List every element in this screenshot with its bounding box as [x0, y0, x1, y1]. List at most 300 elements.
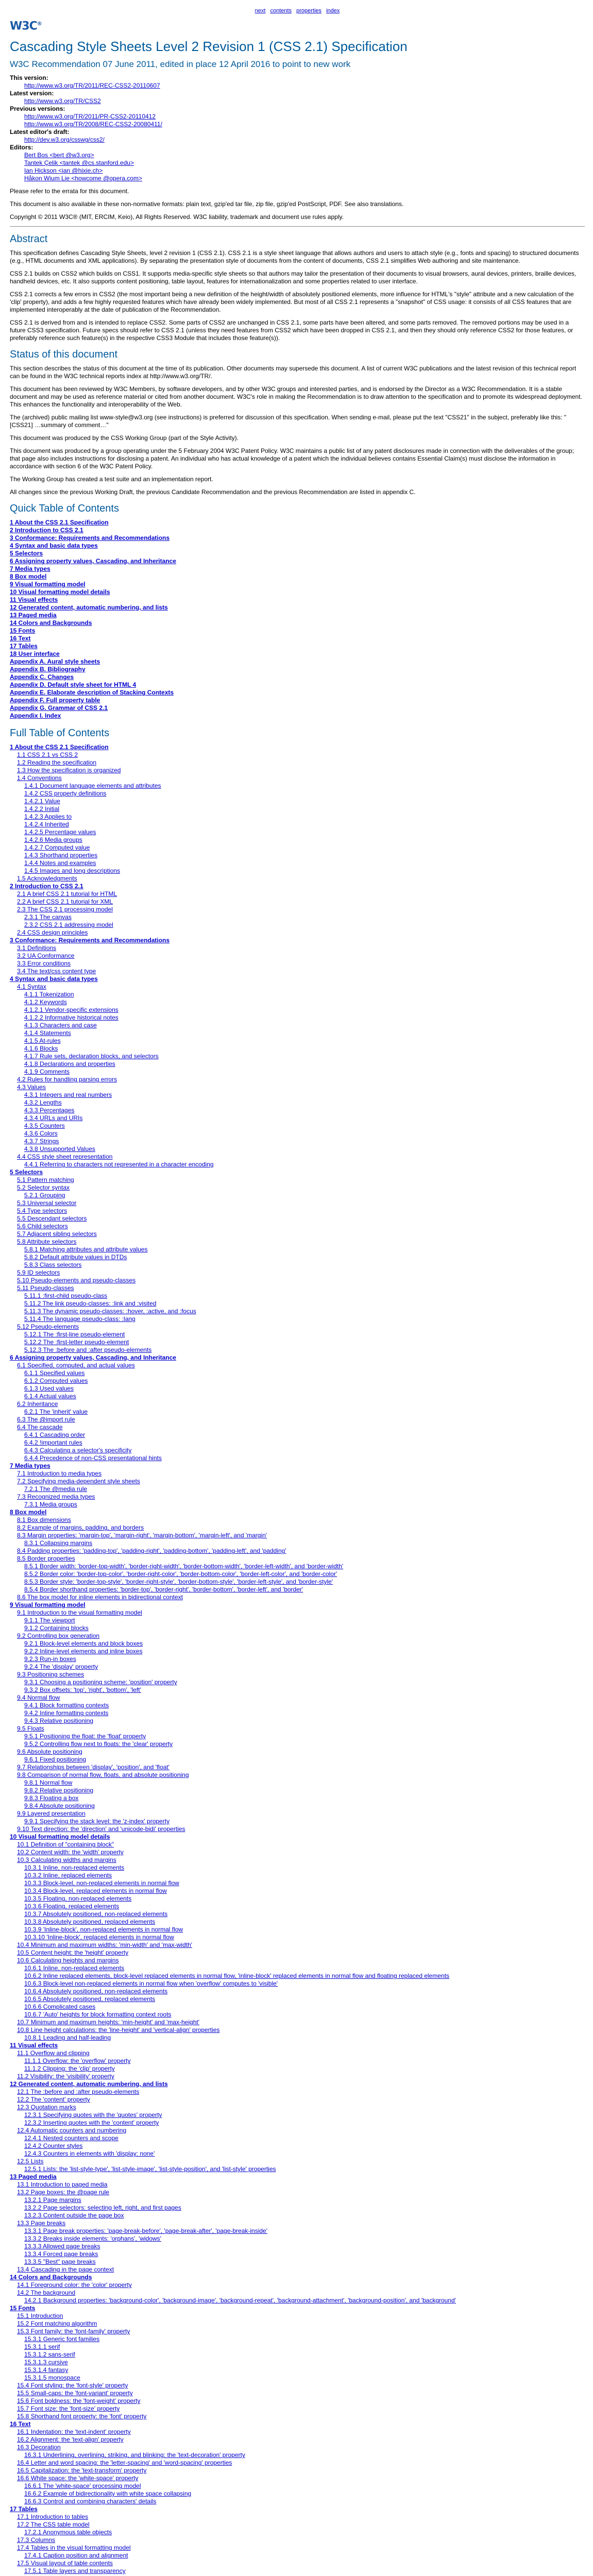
toc-link[interactable]: 11.1.2 Clipping: the 'clip' property	[24, 2065, 115, 2073]
toc-link[interactable]: 2.4 CSS design principles	[17, 929, 88, 937]
toc-link[interactable]: 10.3.6 Floating, replaced elements	[24, 1903, 120, 1910]
quick-toc-link[interactable]: Appendix C. Changes	[10, 673, 74, 681]
quick-toc-link[interactable]: 11 Visual effects	[10, 596, 58, 604]
toc-link[interactable]: 8.3.1 Collapsing margins	[24, 1539, 93, 1547]
toc-link[interactable]: 9.8 Comparison of normal flow, floats, and absolute positioning	[17, 1771, 189, 1779]
toc-link[interactable]: 10.2 Content width: the 'width' property	[17, 1849, 124, 1856]
toc-link[interactable]: 8.5 Border properties	[17, 1555, 75, 1563]
toc-link[interactable]: 6.1 Specified, computed, and actual values	[17, 1362, 135, 1369]
toc-link[interactable]: 2.1 A brief CSS 2.1 tutorial for HTML	[17, 890, 117, 898]
toc-link[interactable]: 16 Text	[10, 2420, 31, 2428]
toc-link[interactable]: 10.6 Calculating heights and margins	[17, 1957, 119, 1964]
toc-link[interactable]: 12.3 Quotation marks	[17, 2104, 76, 2111]
toc-link[interactable]: 15.3.1.3 cursive	[24, 2359, 68, 2366]
toc-link[interactable]: 10.6.3 Block-level non-replaced elements in normal flow when 'overflow' computes to 'visible'	[24, 1980, 278, 1988]
toc-link[interactable]: 15.7 Font size: the 'font-size' property	[17, 2405, 120, 2413]
toc-link[interactable]: 13.2.3 Content outside the page box	[24, 2212, 124, 2219]
toc-link[interactable]: 4.1.1 Tokenization	[24, 991, 74, 998]
toc-item	[10, 913, 585, 921]
toc-link[interactable]: 1.4.2.7 Computed value	[24, 844, 90, 852]
quick-toc-link[interactable]: 16 Text	[10, 635, 31, 642]
toc-item	[10, 2482, 585, 2490]
nav-contents-link[interactable]: contents	[270, 8, 292, 14]
quick-toc-link[interactable]: 7 Media types	[10, 565, 50, 573]
toc-link[interactable]: 6.1.2 Computed values	[24, 1377, 88, 1385]
toc-link[interactable]: 8.6 The box model for inline elements in bidirectional context	[17, 1594, 183, 1601]
toc-link[interactable]: 5.8.1 Matching attributes and attribute values	[24, 1246, 148, 1253]
toc-link[interactable]: 10.6.2 Inline replaced elements, block-level replaced elements in normal flow, 'inline-block' replaced elements in normal flow and floating replaced elements	[24, 1972, 450, 1980]
toc-link[interactable]: 9.2.3 Run-in boxes	[24, 1655, 76, 1663]
toc-link[interactable]: 5.11.3 The dynamic pseudo-classes: :hover, :active, and :focus	[24, 1308, 196, 1315]
quick-toc-item	[10, 635, 585, 642]
toc-link[interactable]: 10.3.2 Inline, replaced elements	[24, 1872, 112, 1879]
toc-link[interactable]: 9.5.2 Controlling flow next to floats: the 'clear' property	[24, 1740, 173, 1748]
toc-link[interactable]: 7.3 Recognized media types	[17, 1493, 95, 1501]
toc-link[interactable]: 9.8.3 Floating a box	[24, 1794, 79, 1802]
quick-toc-link[interactable]: Appendix D. Default style sheet for HTML 4	[10, 681, 137, 689]
toc-link[interactable]: 1.5 Acknowledgments	[17, 875, 77, 883]
toc-link[interactable]: 4.3 Values	[17, 1083, 46, 1091]
toc-link[interactable]: 4.3.1 Integers and real numbers	[24, 1091, 112, 1099]
toc-link[interactable]: 1.4.2.2 Initial	[24, 805, 60, 813]
toc-link[interactable]: 16.3.1 Underlining, overlining, striking, and blinking: the 'text-decoration' property	[24, 2451, 245, 2459]
toc-link[interactable]: 1.4.2 CSS property definitions	[24, 790, 107, 798]
toc-link[interactable]: 1.1 CSS 2.1 vs CSS 2	[17, 751, 78, 759]
toc-link[interactable]: 12.4.2 Counter styles	[24, 2142, 83, 2150]
quick-toc-link[interactable]: 9 Visual formatting model	[10, 581, 86, 588]
toc-item	[10, 1385, 585, 1393]
toc-link[interactable]: 6.4.3 Calculating a selector's specificity	[24, 1447, 132, 1454]
toc-link[interactable]: 6.4.1 Cascading order	[24, 1431, 86, 1439]
toc-link[interactable]: 9.2.1 Block-level elements and block boxes	[24, 1640, 143, 1648]
toc-link[interactable]: 12.2 The 'content' property	[17, 2096, 90, 2104]
toc-link[interactable]: 10.6.4 Absolutely positioned, non-replaced elements	[24, 1988, 168, 1995]
toc-link[interactable]: 10.5 Content height: the 'height' property	[17, 1949, 129, 1957]
toc-item	[10, 1261, 585, 1269]
toc-link[interactable]: 15.3.1.1 serif	[24, 2343, 60, 2351]
toc-link[interactable]: 4.1.9 Comments	[24, 1068, 70, 1076]
toc-link[interactable]: 9.1.2 Containing blocks	[24, 1624, 89, 1632]
toc-link[interactable]: 8.3 Margin properties: 'margin-top', 'margin-right', 'margin-bottom', 'margin-left', and 'margin'	[17, 1532, 267, 1539]
toc-link[interactable]: 5.11.4 The language pseudo-class: :lang	[24, 1315, 135, 1323]
toc-link[interactable]: 5.2 Selector syntax	[17, 1184, 70, 1192]
toc-item	[10, 1045, 585, 1053]
toc-link[interactable]: 6.4.4 Precedence of non-CSS presentational hints	[24, 1454, 162, 1462]
version-link[interactable]: Bert Bos <bert @w3.org>	[24, 151, 94, 159]
toc-link[interactable]: 4.3.5 Counters	[24, 1122, 65, 1130]
toc-link[interactable]: 10.6.5 Absolutely positioned, replaced elements	[24, 1995, 156, 2003]
toc-link[interactable]: 4.1 Syntax	[17, 983, 46, 991]
toc-link[interactable]: 10 Visual formatting model details	[10, 1833, 110, 1841]
version-link[interactable]: http://www.w3.org/TR/2008/REC-CSS2-20080411/	[24, 121, 162, 128]
toc-link[interactable]: 10.1 Definition of "containing block"	[17, 1841, 114, 1849]
toc-link[interactable]: 7.2 Specifying media-dependent style sheets	[17, 1478, 140, 1485]
toc-link[interactable]: 5.8.2 Default attribute values in DTDs	[24, 1253, 127, 1261]
toc-link[interactable]: 8.5.4 Border shorthand properties: 'border-top', 'border-right', 'border-bottom', 'border-left', and 'border'	[24, 1586, 303, 1594]
toc-link[interactable]: 14.2 The background	[17, 2289, 76, 2297]
toc-link[interactable]: 16.3 Decoration	[17, 2444, 61, 2451]
toc-link[interactable]: 15 Fonts	[10, 2304, 36, 2312]
toc-link[interactable]: 1.4.4 Notes and examples	[24, 859, 96, 867]
toc-link[interactable]: 12.5 Lists	[17, 2158, 44, 2165]
toc-link[interactable]: 9.2 Controlling box generation	[17, 1632, 100, 1640]
toc-link[interactable]: 5.11 Pseudo-classes	[17, 1284, 74, 1292]
toc-link[interactable]: 4.1.8 Declarations and properties	[24, 1060, 115, 1068]
toc-link[interactable]: 4.4 CSS style sheet representation	[17, 1153, 113, 1161]
quick-toc-link[interactable]: Appendix E. Elaborate description of Stacking Contexts	[10, 689, 174, 697]
toc-link[interactable]: 13.2.2 Page selectors: selecting left, right, and first pages	[24, 2204, 181, 2212]
quick-toc-link[interactable]: Appendix B. Bibliography	[10, 666, 86, 673]
toc-link[interactable]: 17 Tables	[10, 2505, 38, 2513]
toc-item	[10, 1114, 585, 1122]
toc-link[interactable]: 8.5.1 Border width: 'border-top-width', 'border-right-width', 'border-bottom-width', 'border-left-width', and 'border-width'	[24, 1563, 344, 1570]
toc-link[interactable]: 17.4 Tables in the visual formatting model	[17, 2544, 131, 2552]
toc-item	[10, 2513, 585, 2521]
toc-link[interactable]: 1.4.2.4 Inherited	[24, 821, 69, 828]
toc-link[interactable]: 9 Visual formatting model	[10, 1601, 86, 1609]
abstract-paragraph: CSS 2.1 corrects a few errors in CSS2 (the most important being a new definition of the height/width of absolutely positioned elements, more influence for HTML's "style" attribute and a new calculation of the 'clip' property), and adds a few highly requested features which have already been widely implemented. But most of all CSS 2.1 represents a "snapshot" of CSS usage: it consists of all CSS features that are implemented interoperably at the date of publication of the Recommendation.	[10, 291, 574, 314]
toc-link[interactable]: 4.3.7 Strings	[24, 1138, 59, 1145]
toc-link[interactable]: 9.5 Floats	[17, 1725, 44, 1733]
toc-link[interactable]: 16.6.2 Example of bidirectionality with white space collapsing	[24, 2490, 192, 2498]
toc-link[interactable]: 4 Syntax and basic data types	[10, 975, 98, 983]
toc-link[interactable]: 1.4 Conventions	[17, 774, 62, 782]
toc-link[interactable]: 9.4 Normal flow	[17, 1694, 60, 1702]
toc-link[interactable]: 8.5.3 Border style: 'border-top-style', 'border-right-style', 'border-bottom-style', 'border-left-style', and 'border-style'	[24, 1578, 333, 1586]
toc-link[interactable]: 3.4 The text/css content type	[17, 968, 96, 975]
toc-item	[10, 2243, 585, 2250]
toc-link[interactable]: 12.5.1 Lists: the 'list-style-type', 'list-style-image', 'list-style-position', and 'list-style' properties	[24, 2165, 276, 2173]
toc-link[interactable]: 13.3.4 Forced page breaks	[24, 2250, 98, 2258]
toc-link[interactable]: 10.3 Calculating widths and margins	[17, 1856, 116, 1864]
toc-link[interactable]: 4.1.3 Characters and case	[24, 1022, 97, 1029]
toc-link[interactable]: 6.4 The cascade	[17, 1423, 63, 1431]
toc-link[interactable]: 14 Colors and Backgrounds	[10, 2274, 92, 2281]
version-link[interactable]: Ian Hickson <ian @hixie.ch>	[24, 167, 103, 175]
toc-link[interactable]: 3.1 Definitions	[17, 944, 57, 952]
quick-toc-link[interactable]: Appendix F. Full property table	[10, 697, 100, 704]
nav-properties-link[interactable]: properties	[296, 8, 322, 14]
toc-link[interactable]: 5.12.1 The :first-line pseudo-element	[24, 1331, 125, 1338]
quick-toc-link[interactable]: 17 Tables	[10, 642, 38, 650]
quick-toc-link[interactable]: 14 Colors and Backgrounds	[10, 619, 92, 627]
toc-link[interactable]: 14.2.1 Background properties: 'background-color', 'background-image', 'background-repeat', 'background-attachment', 'background-position', and 'background'	[24, 2297, 456, 2304]
toc-link[interactable]: 4.1.5 At-rules	[24, 1037, 61, 1045]
toc-link[interactable]: 5.5 Descendant selectors	[17, 1215, 87, 1223]
toc-link[interactable]: 9.3 Positioning schemes	[17, 1671, 84, 1679]
toc-link[interactable]: 16.5 Capitalization: the 'text-transform' property	[17, 2467, 147, 2475]
quick-toc-link[interactable]: Appendix G. Grammar of CSS 2.1	[10, 704, 108, 712]
toc-link[interactable]: 9.5.1 Positioning the float: the 'float' property	[24, 1733, 146, 1740]
toc-link[interactable]: 5.8.3 Class selectors	[24, 1261, 82, 1269]
toc-link[interactable]: 9.8.4 Absolute positioning	[24, 1802, 95, 1810]
toc-link[interactable]: 10.3.1 Inline, non-replaced elements	[24, 1864, 125, 1872]
quick-toc-link[interactable]: 18 User interface	[10, 650, 60, 658]
toc-link[interactable]: 15.1 Introduction	[17, 2312, 63, 2320]
toc-link[interactable]: 13.2.1 Page margins	[24, 2196, 81, 2204]
toc-link[interactable]: 9.4.3 Relative positioning	[24, 1717, 94, 1725]
toc-link[interactable]: 10.6.1 Inline, non-replaced elements	[24, 1964, 125, 1972]
toc-link[interactable]: 9.9 Layered presentation	[17, 1810, 86, 1818]
toc-link[interactable]: 13.4 Cascading in the page context	[17, 2266, 114, 2274]
toc-link[interactable]: 5.11.2 The link pseudo-classes: :link and :visited	[24, 1300, 157, 1308]
nav-next-link[interactable]: next	[255, 8, 266, 14]
toc-link[interactable]: 8.2 Example of margins, padding, and borders	[17, 1524, 144, 1532]
quick-toc-link[interactable]: 5 Selectors	[10, 550, 43, 557]
toc-link[interactable]: 17.3 Columns	[17, 2536, 56, 2544]
toc-link[interactable]: 9.2.4 The 'display' property	[24, 1663, 98, 1671]
toc-link[interactable]: 4.3.3 Percentages	[24, 1107, 75, 1114]
toc-link[interactable]: 5.2.1 Grouping	[24, 1192, 65, 1199]
toc-link[interactable]: 1 About the CSS 2.1 Specification	[10, 743, 109, 751]
toc-link[interactable]: 4.1.2 Keywords	[24, 998, 67, 1006]
toc-link[interactable]: 9.1.1 The viewport	[24, 1617, 75, 1624]
toc-link[interactable]: 7.2.1 The @media rule	[24, 1485, 88, 1493]
toc-link[interactable]: 10.6.7 'Auto' heights for block formatting context roots	[24, 2011, 172, 2019]
toc-link[interactable]: 5.10 Pseudo-elements and pseudo-classes	[17, 1277, 136, 1284]
toc-item	[10, 2490, 585, 2498]
toc-link[interactable]: 11.2 Visibility: the 'visibility' property	[17, 2073, 114, 2080]
toc-link[interactable]: 1.4.2.3 Applies to	[24, 813, 72, 821]
toc-link[interactable]: 10.3.9 'Inline-block', non-replaced elements in normal flow	[24, 1926, 183, 1934]
toc-link[interactable]: 17.5.1 Table layers and transparency	[24, 2567, 126, 2575]
toc-link[interactable]: 13.3.2 Breaks inside elements: 'orphans', 'widows'	[24, 2235, 161, 2243]
quick-toc-item	[10, 704, 585, 712]
toc-link[interactable]: 13.3.1 Page break properties: 'page-break-before', 'page-break-after', 'page-break-inside'	[24, 2227, 268, 2235]
nav-index-link[interactable]: index	[326, 8, 340, 14]
toc-item	[10, 2196, 585, 2204]
toc-link[interactable]: 6.1.4 Actual values	[24, 1393, 76, 1400]
toc-link[interactable]: 6 Assigning property values, Cascading, and Inheritance	[10, 1354, 176, 1362]
toc-link[interactable]: 5 Selectors	[10, 1168, 43, 1176]
toc-link[interactable]: 5.12 Pseudo-elements	[17, 1323, 79, 1331]
toc-link[interactable]: 15.4 Font styling: the 'font-style' property	[17, 2382, 128, 2389]
toc-link[interactable]: 9.1 Introduction to the visual formatting model	[17, 1609, 142, 1617]
toc-link[interactable]: 5.12.2 The :first-letter pseudo-element	[24, 1338, 129, 1346]
version-link[interactable]: Håkon Wium Lie <howcome @opera.com>	[24, 175, 142, 182]
toc-link[interactable]: 4.1.4 Statements	[24, 1029, 71, 1037]
toc-link[interactable]: 2 Introduction to CSS 2.1	[10, 883, 83, 890]
toc-link[interactable]: 15.3.1.2 sans-serif	[24, 2351, 75, 2359]
toc-link[interactable]: 5.12.3 The :before and :after pseudo-elements	[24, 1346, 152, 1354]
toc-link[interactable]: 15.5 Small-caps: the 'font-variant' property	[17, 2389, 133, 2397]
toc-link[interactable]: 5.7 Adjacent sibling selectors	[17, 1230, 97, 1238]
toc-link[interactable]: 9.3.1 Choosing a positioning scheme: 'position' property	[24, 1679, 177, 1686]
toc-link[interactable]: 13.3.5 "Best" page breaks	[24, 2258, 96, 2266]
toc-link[interactable]: 16.6.1 The 'white-space' processing model	[24, 2482, 141, 2490]
toc-link[interactable]: 8.5.2 Border color: 'border-top-color', 'border-right-color', 'border-bottom-color', 'border-left-color', and 'border-color'	[24, 1570, 337, 1578]
toc-link[interactable]: 9.6 Absolute positioning	[17, 1748, 82, 1756]
toc-link[interactable]: 5.11.1 :first-child pseudo-class	[24, 1292, 108, 1300]
quick-toc-link[interactable]: Appendix I. Index	[10, 712, 61, 720]
toc-link[interactable]: 8.4 Padding properties: 'padding-top', 'padding-right', 'padding-bottom', 'padding-left', and 'padding'	[17, 1547, 286, 1555]
toc-link[interactable]: 8.1 Box dimensions	[17, 1516, 71, 1524]
version-link[interactable]: http://www.w3.org/TR/CSS2	[24, 97, 101, 105]
toc-link[interactable]: 13.1 Introduction to paged media	[17, 2181, 108, 2189]
toc-link[interactable]: 15.2 Font matching algorithm	[17, 2320, 97, 2328]
quick-toc-link[interactable]: 13 Paged media	[10, 612, 57, 619]
toc-link[interactable]: 3.2 UA Conformance	[17, 952, 75, 960]
toc-item	[10, 1648, 585, 1655]
version-entry	[24, 136, 585, 144]
quick-toc-link[interactable]: 3 Conformance: Requirements and Recommendations	[10, 534, 170, 542]
toc-link[interactable]: 1.4.2.1 Value	[24, 798, 60, 805]
toc-link[interactable]: 4.2 Rules for handling parsing errors	[17, 1076, 117, 1083]
quick-toc-link[interactable]: 1 About the CSS 2.1 Specification	[10, 519, 109, 527]
toc-link[interactable]: 4.1.6 Blocks	[24, 1045, 58, 1053]
toc-link[interactable]: 2.3.2 CSS 2.1 addressing model	[24, 921, 113, 929]
toc-link[interactable]: 9.3.2 Box offsets: 'top', 'right', 'bottom', 'left'	[24, 1686, 141, 1694]
toc-item	[10, 2088, 585, 2096]
toc-link[interactable]: 6.1.3 Used values	[24, 1385, 74, 1393]
toc-link[interactable]: 9.8.1 Normal flow	[24, 1779, 73, 1787]
toc-link[interactable]: 17.4.1 Caption position and alignment	[24, 2552, 128, 2560]
toc-link[interactable]: 5.3 Universal selector	[17, 1199, 77, 1207]
quick-toc-link[interactable]: 15 Fonts	[10, 627, 36, 635]
toc-link[interactable]: 4.4.1 Referring to characters not represented in a character encoding	[24, 1161, 214, 1168]
toc-link[interactable]: 6.4.2 !important rules	[24, 1439, 82, 1447]
toc-link[interactable]: 15.8 Shorthand font property: the 'font' property	[17, 2413, 147, 2420]
toc-link[interactable]: 12.3.1 Specifying quotes with the 'quotes' property	[24, 2111, 162, 2119]
toc-item	[10, 2274, 585, 2281]
toc-item	[10, 1246, 585, 1253]
toc-link[interactable]: 7.1 Introduction to media types	[17, 1470, 102, 1478]
toc-link[interactable]: 16.1 Indentation: the 'text-indent' property	[17, 2428, 131, 2436]
toc-link[interactable]: 11.1.1 Overflow: the 'overflow' property	[24, 2057, 131, 2065]
toc-link[interactable]: 10.3.7 Absolutely positioned, non-replaced elements	[24, 1910, 168, 1918]
toc-link[interactable]: 6.2.1 The 'inherit' value	[24, 1408, 88, 1416]
toc-item	[10, 1053, 585, 1060]
toc-link[interactable]: 10.3.4 Block-level, replaced elements in normal flow	[24, 1887, 167, 1895]
toc-link[interactable]: 13 Paged media	[10, 2173, 57, 2181]
toc-link[interactable]: 1.4.1 Document language elements and attributes	[24, 782, 161, 790]
toc-link[interactable]: 7.3.1 Media groups	[24, 1501, 77, 1509]
toc-link[interactable]: 17.1 Introduction to tables	[17, 2513, 89, 2521]
toc-link[interactable]: 16.6.3 Control and combining characters' details	[24, 2498, 157, 2505]
toc-link[interactable]: 6.3 The @import rule	[17, 1416, 75, 1423]
toc-link[interactable]: 16.4 Letter and word spacing: the 'letter-spacing' and 'word-spacing' properties	[17, 2459, 232, 2467]
toc-link[interactable]: 13.2 Page boxes: the @page rule	[17, 2189, 109, 2196]
toc-link[interactable]: 3 Conformance: Requirements and Recommendations	[10, 937, 170, 944]
toc-link[interactable]: 5.8 Attribute selectors	[17, 1238, 77, 1246]
toc-link[interactable]: 15.3.1 Generic font families	[24, 2335, 100, 2343]
toc-link[interactable]: 11.1 Overflow and clipping	[17, 2049, 90, 2057]
toc-link[interactable]: 12.3.2 Inserting quotes with the 'content' property	[24, 2119, 159, 2127]
quick-toc-item	[10, 604, 585, 612]
toc-link[interactable]: 5.9 ID selectors	[17, 1269, 60, 1277]
toc-link[interactable]: 12.4 Automatic counters and numbering	[17, 2127, 127, 2134]
toc-link[interactable]: 5.1 Pattern matching	[17, 1176, 74, 1184]
toc-link[interactable]: 10.7 Minimum and maximum heights: 'min-height' and 'max-height'	[17, 2019, 199, 2026]
toc-link[interactable]: 12 Generated content, automatic numbering, and lists	[10, 2080, 168, 2088]
toc-link[interactable]: 15.3.1.4 fantasy	[24, 2366, 69, 2374]
toc-link[interactable]: 13.3 Page breaks	[17, 2219, 66, 2227]
toc-link[interactable]: 10.3.5 Floating, non-replaced elements	[24, 1895, 132, 1903]
toc-link[interactable]: 9.8.2 Relative positioning	[24, 1787, 94, 1794]
toc-link[interactable]: 4.3.2 Lengths	[24, 1099, 62, 1107]
version-link[interactable]: http://www.w3.org/TR/2011/PR-CSS2-20110412	[24, 113, 156, 121]
version-link[interactable]: http://dev.w3.org/csswg/css2/	[24, 136, 105, 144]
w3c-logo-link[interactable]	[10, 18, 585, 36]
toc-item	[10, 1856, 585, 1864]
toc-link[interactable]: 4.1.7 Rule sets, declaration blocks, and selectors	[24, 1053, 159, 1060]
toc-link[interactable]: 1.4.2.6 Media groups	[24, 836, 82, 844]
toc-link[interactable]: 10.4 Minimum and maximum widths: 'min-width' and 'max-width'	[17, 1941, 192, 1949]
toc-link[interactable]: 3.3 Error conditions	[17, 960, 71, 968]
toc-link[interactable]: 10.6.6 Complicated cases	[24, 2003, 96, 2011]
toc-link[interactable]: 2.2 A brief CSS 2.1 tutorial for XML	[17, 898, 113, 906]
toc-item	[10, 1284, 585, 1292]
toc-link[interactable]: 9.2.2 Inline-level elements and inline boxes	[24, 1648, 143, 1655]
toc-link[interactable]: 4.1.2.1 Vendor-specific extensions	[24, 1006, 118, 1014]
toc-link[interactable]: 11 Visual effects	[10, 2042, 58, 2049]
toc-link[interactable]: 10.3.10 'Inline-block', replaced elements in normal flow	[24, 1934, 174, 1941]
toc-link[interactable]: 6.1.1 Specified values	[24, 1369, 85, 1377]
toc-link[interactable]: 4.3.8 Unsupported Values	[24, 1145, 95, 1153]
toc-link[interactable]: 10.3.8 Absolutely positioned, replaced elements	[24, 1918, 156, 1926]
toc-link[interactable]: 4.3.6 Colors	[24, 1130, 58, 1138]
toc-link[interactable]: 1.3 How the specification is organized	[17, 767, 121, 774]
toc-link[interactable]: 4.3.4 URLs and URIs	[24, 1114, 83, 1122]
toc-link[interactable]: 12.1 The :before and :after pseudo-elements	[17, 2088, 140, 2096]
toc-link[interactable]: 16.2 Alignment: the 'text-align' property	[17, 2436, 124, 2444]
quick-toc-link[interactable]: 6 Assigning property values, Cascading, and Inheritance	[10, 557, 176, 565]
toc-link[interactable]: 12.4.3 Counters in elements with 'display: none'	[24, 2150, 155, 2158]
toc-link[interactable]: 5.6 Child selectors	[17, 1223, 68, 1230]
toc-link[interactable]: 15.6 Font boldness: the 'font-weight' property	[17, 2397, 141, 2405]
quick-toc-link[interactable]: 4 Syntax and basic data types	[10, 542, 98, 550]
toc-link[interactable]: 1.4.5 Images and long descriptions	[24, 867, 121, 875]
toc-link[interactable]: 10.8 Line height calculations: the 'line-height' and 'vertical-align' properties	[17, 2026, 220, 2034]
toc-link[interactable]: 1.4.2.5 Percentage values	[24, 828, 96, 836]
toc-link[interactable]: 15.3 Font family: the 'font-family' property	[17, 2328, 130, 2335]
toc-link[interactable]: 10.8.1 Leading and half-leading	[24, 2034, 111, 2042]
toc-link[interactable]: 5.4 Type selectors	[17, 1207, 67, 1215]
toc-link[interactable]: 17.5 Visual layout of table contents	[17, 2560, 113, 2567]
quick-toc-link[interactable]: 8 Box model	[10, 573, 47, 581]
toc-link[interactable]: 8 Box model	[10, 1509, 47, 1516]
toc-link[interactable]: 15.3.1.5 monospace	[24, 2374, 80, 2382]
toc-link[interactable]: 17.2 The CSS table model	[17, 2521, 90, 2529]
version-link[interactable]: Tantek Çelik <tantek @cs.stanford.edu>	[24, 159, 134, 167]
toc-link[interactable]: 1.4.3 Shorthand properties	[24, 852, 98, 859]
toc-link[interactable]: 9.10 Text direction: the 'direction' and 'unicode-bidi' properties	[17, 1825, 185, 1833]
toc-link[interactable]: 7 Media types	[10, 1462, 50, 1470]
toc-link[interactable]: 1.2 Reading the specification	[17, 759, 97, 767]
toc-link[interactable]: 9.7 Relationships between 'display', 'position', and 'float'	[17, 1764, 170, 1771]
toc-link[interactable]: 9.9.1 Specifying the stack level: the 'z-index' property	[24, 1818, 170, 1825]
toc-link[interactable]: 9.4.2 Inline formatting contexts	[24, 1709, 109, 1717]
toc-link[interactable]: 2.3 The CSS 2.1 processing model	[17, 906, 113, 913]
toc-link[interactable]: 4.1.2.2 Informative historical notes	[24, 1014, 118, 1022]
toc-link[interactable]: 17.2.1 Anonymous table objects	[24, 2529, 112, 2536]
toc-link[interactable]: 12.4.1 Nested counters and scope	[24, 2134, 118, 2142]
toc-link[interactable]: 2.3.1 The canvas	[24, 913, 72, 921]
toc-link[interactable]: 14.1 Foreground color: the 'color' property	[17, 2281, 132, 2289]
toc-link[interactable]: 13.3.3 Allowed page breaks	[24, 2243, 100, 2250]
version-link[interactable]: http://www.w3.org/TR/2011/REC-CSS2-20110607	[24, 82, 160, 90]
toc-item	[10, 1230, 585, 1238]
quick-toc-link[interactable]: 2 Introduction to CSS 2.1	[10, 527, 83, 534]
toc-link[interactable]: 10.3.3 Block-level, non-replaced elements in normal flow	[24, 1879, 179, 1887]
quick-toc-link[interactable]: 10 Visual formatting model details	[10, 588, 110, 596]
toc-link[interactable]: 16.6 White space: the 'white-space' property	[17, 2475, 139, 2482]
toc-link[interactable]: 9.6.1 Fixed positioning	[24, 1756, 87, 1764]
quick-toc-link[interactable]: Appendix A. Aural style sheets	[10, 658, 100, 666]
toc-link[interactable]: 6.2 Inheritance	[17, 1400, 58, 1408]
toc-link[interactable]: 9.4.1 Block formatting contexts	[24, 1702, 109, 1709]
quick-toc-link[interactable]: 12 Generated content, automatic numbering, and lists	[10, 604, 168, 612]
